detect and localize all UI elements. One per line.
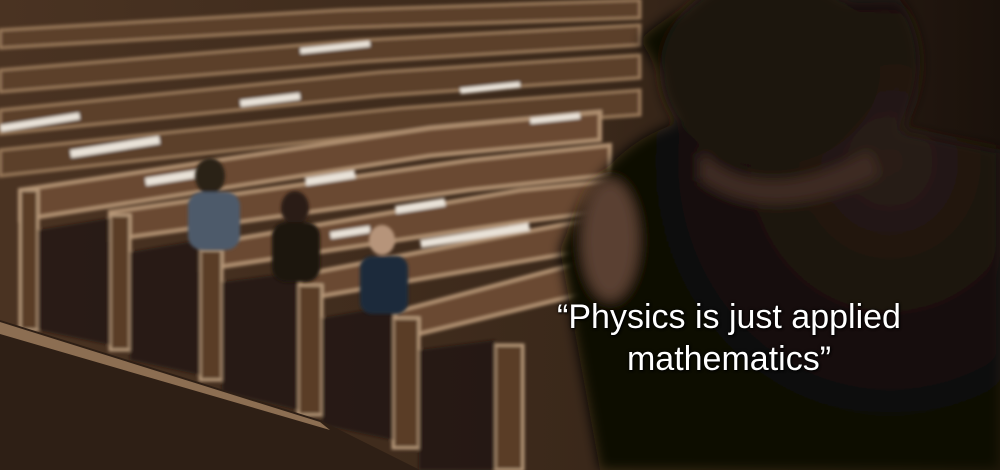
meme-caption [494,296,964,380]
caption-line-1: “Physics is just applied [557,298,901,336]
caption-line-2: mathematics” [626,340,832,378]
